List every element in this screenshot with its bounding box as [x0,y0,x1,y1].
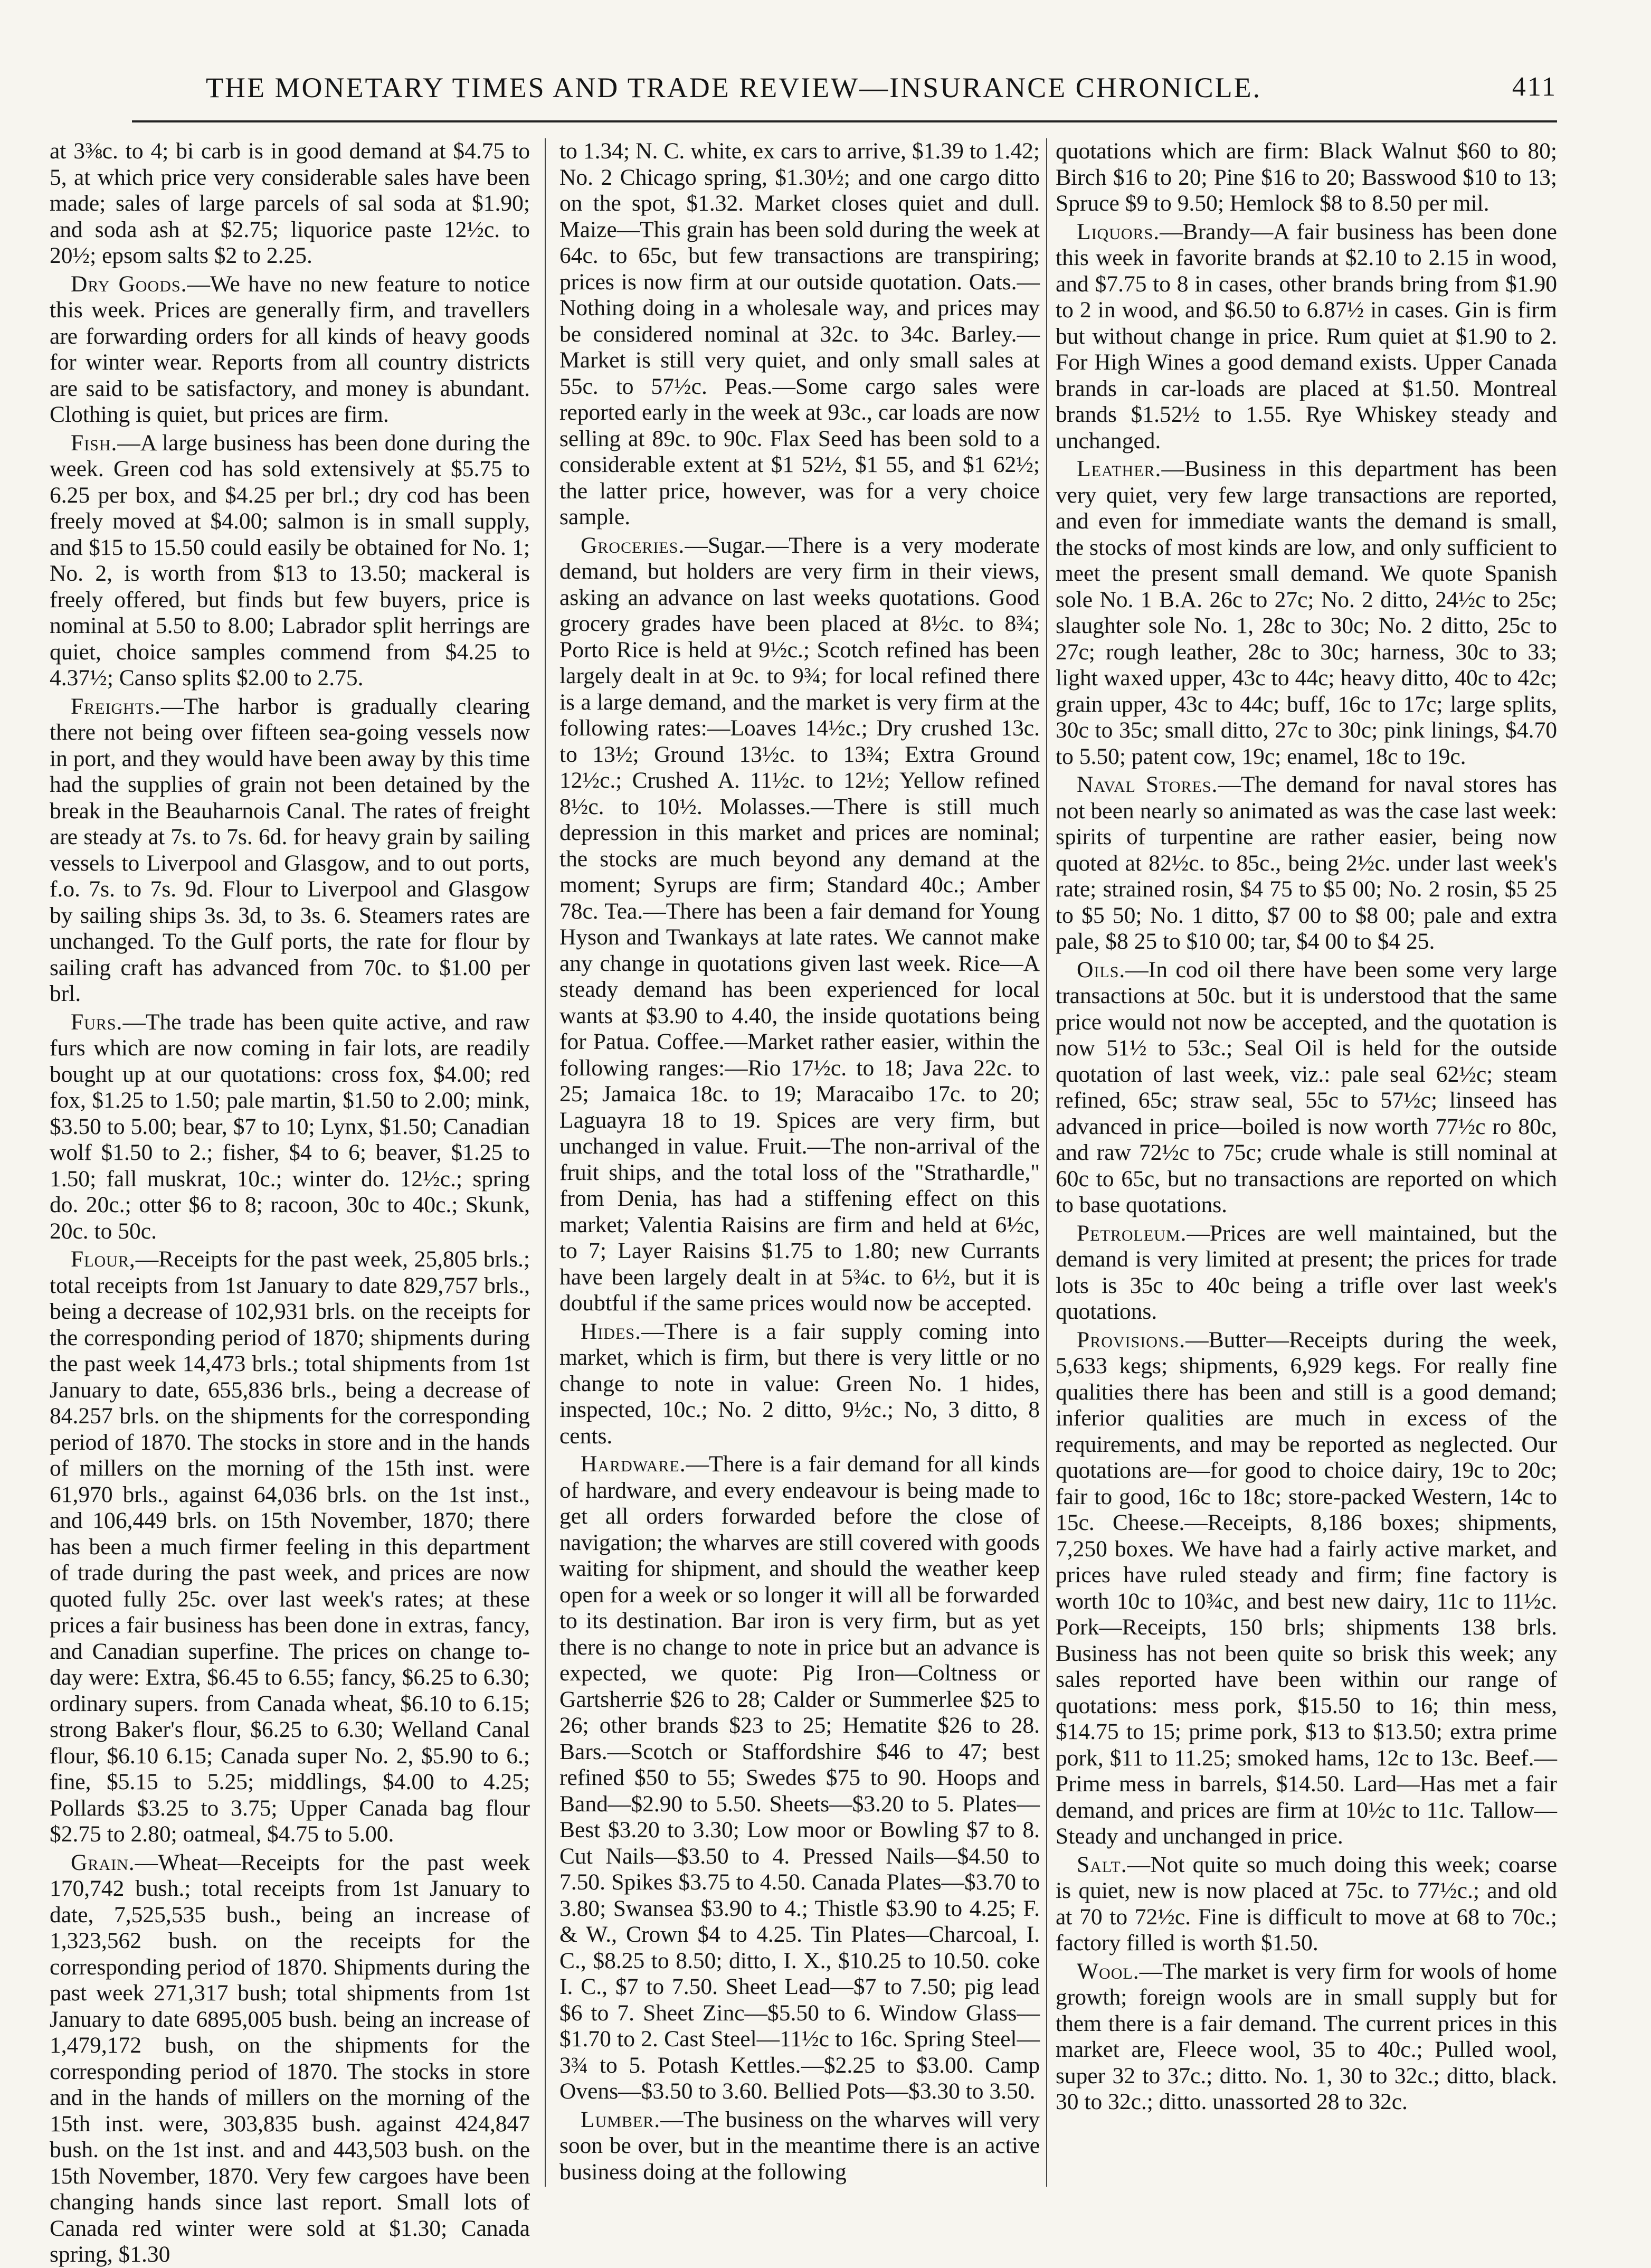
section-heading: Hides. [581,1318,641,1344]
section-heading: Lumber. [581,2106,661,2132]
column-divider [545,138,546,2187]
paragraph-text: —We have no new feature to notice this week. Prices are generally firm, and travellers are forwarding orders for all kinds of heavy goods for winter wear. Reports from all country districts are said to be satisfactory, and money is abundant. Clothing is quiet, but prices are firm. [50,271,530,427]
paragraph-text: quotations which are firm: Black Walnut $60 to 80; Birch $16 to 20; Pine $16 to 20; Basswood $10 to 13; Spruce $9 to 9.50; Hemlock $8 to 8.50 per mil. [1056,138,1557,216]
paragraph-text: —Prices are well maintained, but the demand is very limited at present; the prices for trade lots is 35c to 40c being a trifle over last week's quotations. [1056,1220,1557,1324]
paragraph-text: —Receipts for the past week, 25,805 brls.; total receipts from 1st January to date 829,757 brls., being a decrease of 102,931 brls. on the receipts for the corresponding period of 1870; shipments during the past week 14,473 brls.; total shipments from 1st January to date, 655,836 brls., being a decrease of 84.257 brls. on the shipments for the corresponding period of 1870. The stocks in store and in the hands of millers on the morning of the 15th inst. were 61,970 brls., against 64,036 brls. on the 1st inst., and 106,449 brls. on 15th November, 1870; there has been a much firmer feeling in this department of trade during the past week, and prices are now quoted fully 25c. over last week's rates; at these prices a fair business has been done in extras, fancy, and Canadian superfine. The prices on change to-day were: Extra, $6.45 to 6.55; fancy, $6.25 to 6.30; ordinary supers. from Canada wheat, $6.10 to 6.15; strong Baker's flour, $6.25 to 6.30; Welland Canal flour, $6.10 6.15; Canada super No. 2, $5.90 to 6.; fine, $5.15 to 5.25; middlings, $4.00 to 4.25; Pollards $3.25 to 3.75; Upper Canada bag flour $2.75 to 2.80; oatmeal, $4.75 to 5.00. [50,1246,530,1847]
article-paragraph [1056,219,1557,455]
article-paragraph [50,1850,530,2268]
article-paragraph [559,1451,1040,2105]
article-paragraph [1056,456,1557,770]
article-paragraph [1056,1327,1557,1850]
article-paragraph [1056,1959,1557,2115]
column-divider [1046,138,1047,2187]
paragraph-text: —Sugar.—There is a very moderate demand, but holders are very firm in their views, asking an advance on last weeks quotations. Good grocery grades have been placed at 8½c. to 8¾; Porto Rice is held at 9½c.; Scotch refined has been largely dealt in at 9c. to 9¾; for local refined there is a large demand, and the market is very firm at the following rates:—Loaves 14½c.; Dry crushed 13c. to 13½; Ground 13½c. to 13¾; Extra Ground 12½c.; Crushed A. 11½c. to 12½; Yellow refined 8½c. to 10½. Molasses.—There is still much depression in this market and prices are nominal; the stocks are much beyond any demand at the moment; Syrups are firm; Standard 40c.; Amber 78c. Tea.—There has been a fair demand for Young Hyson and Twankays at late rates. We cannot make any change in quotations given last week. Rice—A steady demand has been experienced for local wants at $3.90 to 4.40, the inside quotations being for Patua. Coffee.—Market rather easier, within the following ranges:—Rio 17½c. to 18; Java 22c. to 25; Jamaica 18c. to 19; Maracaibo 17c. to 20; Laguayra 18 to 19. Spices are very firm, but unchanged in value. Fruit.—The non-arrival of the fruit ships, and the total loss of the "Strathardle," from Denia, has had a stiffening effect on this market; Valentia Raisins are firm and held at 6½c, to 7; Layer Raisins $1.75 to 1.80; new Currants have been largely dealt in at 5¾c. to 6½, but it is doubtful if the same prices would now be accepted. [559,532,1040,1316]
paragraph-text: —The market is very firm for wools of home growth; foreign wools are in small supply but for them there is a fair demand. The current prices in this market are, Fleece wool, 35 to 40c.; Pulled wool, super 32 to 37c.; ditto. No. 1, 30 to 32c.; ditto, black. 30 to 32c.; ditto. unassorted 28 to 32c. [1056,1958,1557,2114]
section-heading: Wool. [1077,1958,1140,1984]
article-paragraph [559,1319,1040,1450]
page-number: 411 [1512,72,1557,102]
section-heading: Furs. [71,1009,123,1035]
paragraph-text: —The trade has been quite active, and raw furs which are now coming in fair lots, are readily bought up at our quotations: cross fox, $4.00; red fox, $1.25 to 1.50; pale martin, $1.50 to 2.00; mink, $3.50 to 5.00; bear, $7 to 10; Lynx, $1.50; Canadian wolf $1.50 to 2.; fisher, $4 to 6; beaver, $1.25 to 1.50; fall muskrat, 10c.; winter do. 12½c.; spring do. 20c.; otter $6 to 8; racoon, 30c to 40c.; Skunk, 20c. to 50c. [50,1009,530,1244]
article-paragraph [50,138,530,269]
paragraph-text: to 1.34; N. C. white, ex cars to arrive, $1.39 to 1.42; No. 2 Chicago spring, $1.30½; and one cargo ditto on the spot, $1.32. Market closes quiet and dull. Maize—This grain has been sold during the week at 64c. to 65c, but few transactions are transpiring; prices is now firm at our outside quotation. Oats.—Nothing doing in a wholesale way, and prices may be considered nominal at 32c. to 34c. Barley.—Market is still very quiet, and only small sales at 55c. to 57½c. Peas.—Some cargo sales were reported early in the week at 93c., car loads are now selling at 89c. to 90c. Flax Seed has been sold to a considerable extent at $1 52½, $1 55, and $1 62½; the latter price, however, was for a very choice sample. [559,138,1040,530]
article-paragraph [50,430,530,692]
article-paragraph [1056,957,1557,1218]
paragraph-text: —Not quite so much doing this week; coarse is quiet, new is now placed at 75c. to 77½c.; and old at 70 to 72½c. Fine is difficult to move at 68 to 70c.; factory filled is worth $1.50. [1056,1851,1557,1955]
section-heading: Salt. [1077,1851,1127,1877]
column-2 [559,138,1040,2187]
paragraph-text: —The demand for naval stores has not been nearly so animated as was the case last week: spirits of turpentine are rather easier, being now quoted at 82½c. to 85c., being 2½c. under last week's rate; strained rosin, $4 75 to $5 00; No. 2 rosin, $5 25 to $5 50; No. 1 ditto, $7 00 to $8 00; pale and extra pale, $8 25 to $10 00; tar, $4 00 to $4 25. [1056,772,1557,954]
section-heading: Fish. [71,430,118,456]
section-heading: Dry Goods. [71,271,187,297]
paragraph-text: —Brandy—A fair business has been done this week in favorite brands at $2.10 to 2.15 in wood, and $7.75 to 8 in cases, other brands bring from $1.90 to 2 in wood, and $6.50 to 6.87½ in cases. Gin is firm but without change in price. Rum quiet at $1.90 to 2. For High Wines a good demand exists. Upper Canada brands in car-loads are placed at $1.50. Montreal brands $1.52½ to 1.55. Rye Whiskey steady and unchanged. [1056,219,1557,453]
paragraph-text: —Wheat—Receipts for the past week 170,742 bush.; total receipts from 1st January to date, 7,525,535 bush., being an increase of 1,323,562 bush. on the receipts for the corresponding period of 1870. Shipments during the past week 271,317 bush; total shipments from 1st January to date 6895,005 bush. being an increase of 1,479,172 bush, on the shipments for the corresponding period of 1870. The stocks in store and in the hands of millers on the morning of the 15th inst. were, 303,835 bush. against 424,847 bush. on the 1st inst. and and 443,503 bush. on the 15th November, 1870. Very few cargoes have been changing hands since last report. Small lots of Canada red winter were sold at $1.30; Canada spring, $1.30 [50,1849,530,2267]
section-heading: Grain. [71,1849,135,1875]
article-paragraph [50,1246,530,1848]
paragraph-text: —The harbor is gradually clearing there not being over fifteen sea-going vessels now in port, and they would have been away by this time had the supplies of grain not been detained by the break in the Beauharnois Canal. The rates of freight are steady at 7s. to 7s. 6d. for heavy grain by sailing vessels to Liverpool and Glasgow, and to out ports, f.o. 7s. to 7s. 9d. Flour to Liverpool and Glasgow by sailing ships 3s. 3d, to 3s. 6. Steamers rates are unchanged. To the Gulf ports, the rate for flour by sailing craft has advanced from 70c. to $1.00 per brl. [50,693,530,1006]
article-paragraph [1056,1221,1557,1325]
article-paragraph [50,271,530,428]
paragraph-text: —Butter—Receipts during the week, 5,633 kegs; shipments, 6,929 kegs. For really fine qualities there has been and still is a good demand; inferior qualities are much in excess of the requirements, and may be reported as neglected. Our quotations are—for good to choice dairy, 19c to 20c; fair to good, 16c to 18c; store-packed Western, 14c to 15c. Cheese.—Receipts, 8,186 boxes; shipments, 7,250 boxes. We have had a fairly active market, and prices have ruled steady and firm; fine factory is worth 10c to 10¾c, and best new dairy, 11c to 11½c. Pork—Receipts, 150 brls; shipments 138 brls. Business has not been quite so brisk this week; any sales reported have been within our range of quotations: mess pork, $15.50 to 16; thin mess, $14.75 to 15; prime pork, $13 to $13.50; extra prime pork, $11 to 11.25; smoked hams, 12c to 13c. Beef.—Prime mess in barrels, $14.50. Lard—Has met a fair demand, and prices are firm at 10½c to 11c. Tallow—Steady and unchanged in price. [1056,1327,1557,1849]
paragraph-text: —The business on the wharves will very soon be over, but in the meantime there is an active business doing at the following [559,2106,1040,2185]
section-heading: Flour, [71,1246,136,1272]
page-header [132,71,1557,114]
section-heading: Provisions. [1077,1327,1186,1353]
header-rule [132,120,1557,122]
paragraph-text: —There is a fair demand for all kinds of hardware, and every endeavour is being made to get all orders forwarded before the close of navigation; the wharves are still covered with goods waiting for shipment, and should the weather keep open for a week or so longer it will all be forwarded to its destination. Bar iron is very firm, but as yet there is no change to note in price but an advance is expected, we quote: Pig Iron—Coltness or Gartsherrie $26 to 28; Calder or Summerlee $25 to 26; other brands $23 to 25; Hematite $26 to 28. Bars.—Scotch or Staffordshire $46 to 47; best refined $50 to 55; Swedes $75 to 90. Hoops and Band—$2.90 to 5.50. Sheets—$3.20 to 5. Plates—Best $3.20 to 3.30; Low moor or Bowling $7 to 8. Cut Nails—$3.50 to 4. Pressed Nails—$4.50 to 7.50. Spikes $3.75 to 4.50. Canada Plates—$3.70 to 3.80; Swansea $3.90 to 4.; Thistle $3.90 to 4.25; F. & W., Crown $4 to 4.25. Tin Plates—Charcoal, I. C., $8.25 to 8.50; ditto, I. X., $10.25 to 10.50. coke I. C., $7 to 7.50. Sheet Lead—$7 to 7.50; pig lead $6 to 7. Sheet Zinc—$5.50 to 6. Window Glass—$1.70 to 2. Cast Steel—11½c to 16c. Spring Steel—3¾ to 5. Potash Kettles.—$2.25 to $3.00. Camp Ovens—$3.50 to 3.60. Bellied Pots—$3.30 to 3.50. [559,1451,1040,2104]
section-heading: Leather. [1077,456,1162,481]
paragraph-text: —Business in this department has been very quiet, very few large transactions are reported, and even for immediate wants the demand is small, the stocks of most kinds are low, and only sufficient to meet the present small demand. We quote Spanish sole No. 1 B.A. 26c to 27c; No. 2 ditto, 24½c to 25c; slaughter sole No. 1, 28c to 30c; No. 2 ditto, 25c to 27c; rough leather, 28c to 30c; harness, 30c to 33; light waxed upper, 43c to 44c; heavy ditto, 40c to 42c; grain upper, 43c to 44c; buff, 16c to 17c; large splits, 30c to 35c; small ditto, 27c to 30c; pink linings, $4.70 to 5.50; patent cow, 19c; enamel, 18c to 19c. [1056,456,1557,769]
masthead-title: THE MONETARY TIMES AND TRADE REVIEW—INSURANCE CHRONICLE. [206,72,1262,103]
paragraph-text: —In cod oil there have been some very large transactions at 50c. but it is understood that the same price would not now be accepted, and the quotation is now 51½ to 53c.; Seal Oil is held for the outside quotation of last week, viz.: pale seal 62½c; steam refined, 65c; straw seal, 55c to 57½c; linseed has advanced in price—boiled is now worth 77½c ro 80c, and raw 72½c to 75c; crude whale is still nominal at 60c to 65c, but no transactions are reported on which to base quotations. [1056,957,1557,1217]
article-paragraph [559,138,1040,531]
column-1 [50,138,530,2267]
paragraph-text: —A large business has been done during the week. Green cod has sold extensively at $5.75 to 6.25 per box, and $4.25 per brl.; dry cod has been freely moved at $4.00; salmon is in small supply, and $15 to 15.50 could easily be obtained for No. 1; No. 2, is worth from $13 to 13.50; mackeral is freely offered, but finds but few buyers, price is nominal at 5.50 to 8.00; Labrador split herrings are quiet, choice samples commend from $4.25 to 4.37½; Canso splits $2.00 to 2.75. [50,430,530,691]
article-paragraph [559,533,1040,1317]
paragraph-text: —There is a fair supply coming into market, which is firm, but there is very little or no change to note in value: Green No. 1 hides, inspected, 10c.; No. 2 ditto, 9½c.; No, 3 ditto, 8 cents. [559,1318,1040,1449]
section-heading: Liquors. [1077,219,1160,244]
section-heading: Oils. [1077,957,1126,982]
article-paragraph [1056,138,1557,217]
article-paragraph [50,1009,530,1245]
paragraph-text: at 3⅜c. to 4; bi carb is in good demand at $4.75 to 5, at which price very considerable sales have been made; sales of large parcels of sal soda at $1.90; and soda ash at $2.75; liquorice paste 12½c. to 20½; epsom salts $2 to 2.25. [50,138,530,268]
article-paragraph [1056,1852,1557,1957]
section-heading: Petroleum. [1077,1220,1187,1246]
column-3 [1056,138,1557,2187]
article-paragraph [559,2107,1040,2186]
section-heading: Hardware. [581,1451,686,1477]
section-heading: Naval Stores. [1077,772,1218,797]
article-paragraph [50,694,530,1007]
article-paragraph [1056,772,1557,955]
section-heading: Groceries. [581,532,685,558]
section-heading: Freights. [71,693,161,719]
